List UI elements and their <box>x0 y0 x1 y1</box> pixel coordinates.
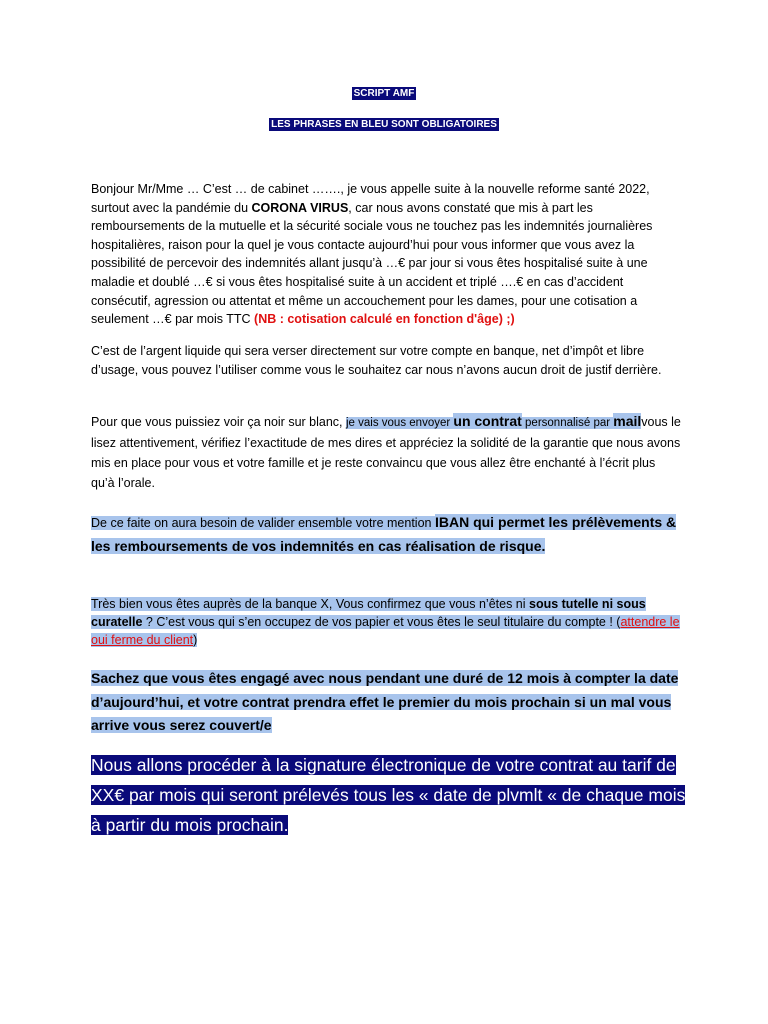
engagement-text: Sachez que vous êtes engagé avec nous pendant une duré de 12 mois à compter la date d’aujourd’hui, et votre contrat prendra effet le premier du mois prochain si un mal vous arrive vous serez couvert/e <box>91 670 679 733</box>
contrat-highlight-bold-1: un contrat <box>453 413 522 429</box>
paragraph-contrat <box>91 411 681 493</box>
intro-text-2: , car nous avons constaté que mis à part les remboursements de la mutuelle et la sécurité sociale vous ne touchez pas les indemnités journalières hospitalières, raison pour la quel je vous contacte aujourd’hui pour vous informer que vous avez la possibilité de percevoir des indemnités allant jusqu’à …€ par jour si vous êtes hospitalisé suite à une maladie et doublé …€ si vous êtes hospitalisé suite à un accident et triplé ….€ en cas d’accident consécutif, agression ou attentat et même un accouchement pour les dames, pour une cotisation a seulement …€ par mois TTC <box>91 200 653 327</box>
contrat-highlight-1: je vais vous envoyer <box>346 417 454 429</box>
contrat-highlight-2: personnalisé par <box>521 417 614 429</box>
contrat-highlight-bold-2: mail <box>613 413 642 429</box>
script-subtitle-text: LES PHRASES EN BLEU SONT OBLIGATOIRES <box>271 119 497 130</box>
paragraph-iban <box>91 511 681 558</box>
intro-text-1: Bonjour Mr/Mme … C’est … de cabinet ……., je vous appelle suite à la nouvelle reforme santé 2022, surtout avec la pandémie du <box>91 182 650 215</box>
iban-bold: IBAN qui permet les prélèvements & les remboursements de vos indemnités en cas réalisation de risque. <box>91 514 677 554</box>
paragraph-argent <box>91 342 681 379</box>
iban-normal: De ce faite on aura besoin de valider ensemble votre mention <box>91 516 435 530</box>
script-title <box>0 88 768 99</box>
paragraph-intro <box>91 180 681 329</box>
banque-bold: sous tutelle ni sous curatelle <box>91 597 646 629</box>
banque-text-3: ) <box>193 633 198 647</box>
banque-text-2: ? C’est vous qui s’en occupez de vos papier et vous êtes le seul titulaire du compte ! ( <box>142 615 621 629</box>
script-subtitle <box>0 119 768 130</box>
paragraph-signature <box>91 750 691 840</box>
banque-red-note: attendre le oui ferme du client <box>91 615 680 647</box>
signature-text: Nous allons procéder à la signature électronique de votre contrat au tarif de XX€ par mois qui seront prélevés tous les « date de plvmlt « de chaque mois à partir du mois prochain. <box>91 755 686 835</box>
paragraph-banque <box>91 595 681 649</box>
argent-text: C’est de l’argent liquide qui sera verser directement sur votre compte en banque, net d’impôt et libre d’usage, vous pouvez l’utiliser comme vous le souhaitez car nous n’avons aucun droit de justif derrière. <box>91 344 662 377</box>
contrat-text-2: vous le lisez attentivement, vérifiez l’exactitude de mes dires et appréciez la solidité de la garantie que nous avons mis en place pour vous et votre famille et je reste convaincu que vous allez être enchanté à l’écrit plus qu’à l’orale. <box>91 415 681 490</box>
intro-nb-note: (NB : cotisation calculé en fonction d'âge) ;) <box>254 312 515 327</box>
paragraph-engagement <box>91 667 681 738</box>
contrat-text-1: Pour que vous puissiez voir ça noir sur blanc, <box>91 415 346 429</box>
banque-text-1: Très bien vous êtes auprès de la banque X, Vous confirmez que vous n’êtes ni <box>91 597 529 611</box>
intro-bold: CORONA VIRUS <box>251 200 349 215</box>
script-title-text: SCRIPT AMF <box>353 88 415 99</box>
